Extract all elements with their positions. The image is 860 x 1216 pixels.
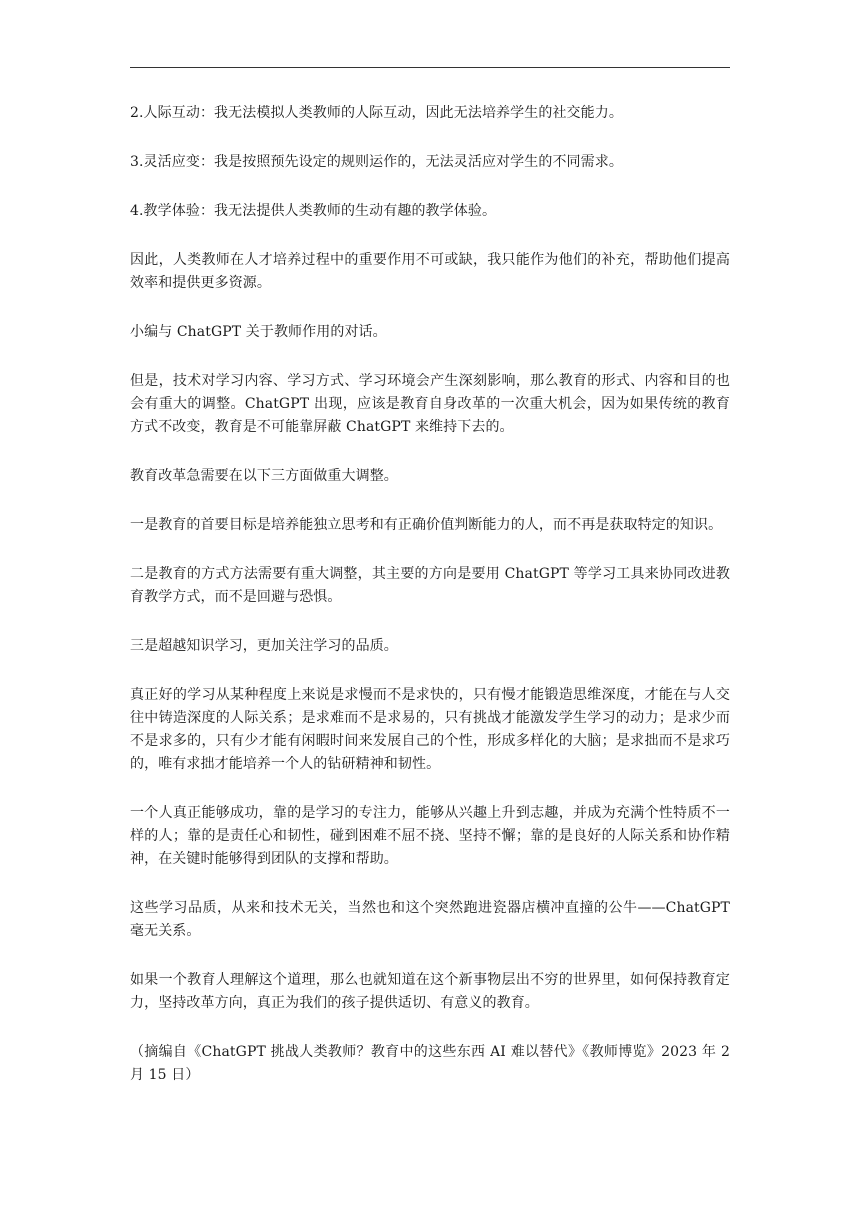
paragraph-reform-intro: 教育改革急需要在以下三方面做重大调整。 <box>130 468 398 484</box>
document-body <box>130 102 730 1111</box>
header-rule <box>130 67 730 68</box>
paragraph-caption: 小编与 ChatGPT 关于教师作用的对话。 <box>130 324 387 340</box>
paragraph-good-learning: 真正好的学习从某种程度上来说是求慢而不是求快的，只有慢才能锻造思维深度，才能在与人交往中铸造深度的人际关系；是求难而不是求易的，只有挑战才能激发学生学习的动力；是求少而不是求多的，只有少才能有闲暇时间来发展自己的个性，形成多样化的大脑；是求拙而不是求巧的，唯有求拙才能培养一个人的钻研精神和韧性。 <box>130 687 730 772</box>
paragraph-learning-quality: 这些学习品质，从来和技术无关，当然也和这个突然跑进瓷器店横冲直撞的公牛——ChatGPT 毫无关系。 <box>130 900 730 939</box>
paragraph-technology-impact: 但是，技术对学习内容、学习方式、学习环境会产生深刻影响，那么教育的形式、内容和目的也会有重大的调整。ChatGPT 出现，应该是教育自身改革的一次重大机会，因为如果传统的教育方式不改变，教育是不可能靠屏蔽 ChatGPT 来维持下去的。 <box>130 373 730 435</box>
paragraph-teaching-experience: 4.教学体验：我无法提供人类教师的生动有趣的教学体验。 <box>130 203 497 219</box>
paragraph-source-citation: （摘编自《ChatGPT 挑战人类教师？教育中的这些东西 AI 难以替代》《教师博览》2023 年 2 月 15 日） <box>130 1044 730 1083</box>
paragraph-flexibility: 3.灵活应变：我是按照预先设定的规则运作的，无法灵活应对学生的不同需求。 <box>130 154 623 170</box>
paragraph-reform-two: 二是教育的方式方法需要有重大调整，其主要的方向是要用 ChatGPT 等学习工具来协同改进教育教学方式，而不是回避与恐惧。 <box>130 566 730 605</box>
paragraph-conclusion: 因此，人类教师在人才培养过程中的重要作用不可或缺，我只能作为他们的补充，帮助他们提高效率和提供更多资源。 <box>130 252 730 291</box>
paragraph-interaction: 2.人际互动：我无法模拟人类教师的人际互动，因此无法培养学生的社交能力。 <box>130 105 623 121</box>
paragraph-success: 一个人真正能够成功，靠的是学习的专注力，能够从兴趣上升到志趣，并成为充满个性特质不一样的人；靠的是责任心和韧性，碰到困难不屈不挠、坚持不懈；靠的是良好的人际关系和协作精神，在关键时能够得到团队的支撑和帮助。 <box>130 805 730 867</box>
paragraph-reform-three: 三是超越知识学习，更加关注学习的品质。 <box>130 638 398 654</box>
paragraph-reform-one: 一是教育的首要目标是培养能独立思考和有正确价值判断能力的人，而不再是获取特定的知识。 <box>130 517 723 533</box>
paragraph-education-focus: 如果一个教育人理解这个道理，那么也就知道在这个新事物层出不穷的世界里，如何保持教育定力，坚持改革方向，真正为我们的孩子提供适切、有意义的教育。 <box>130 972 730 1011</box>
